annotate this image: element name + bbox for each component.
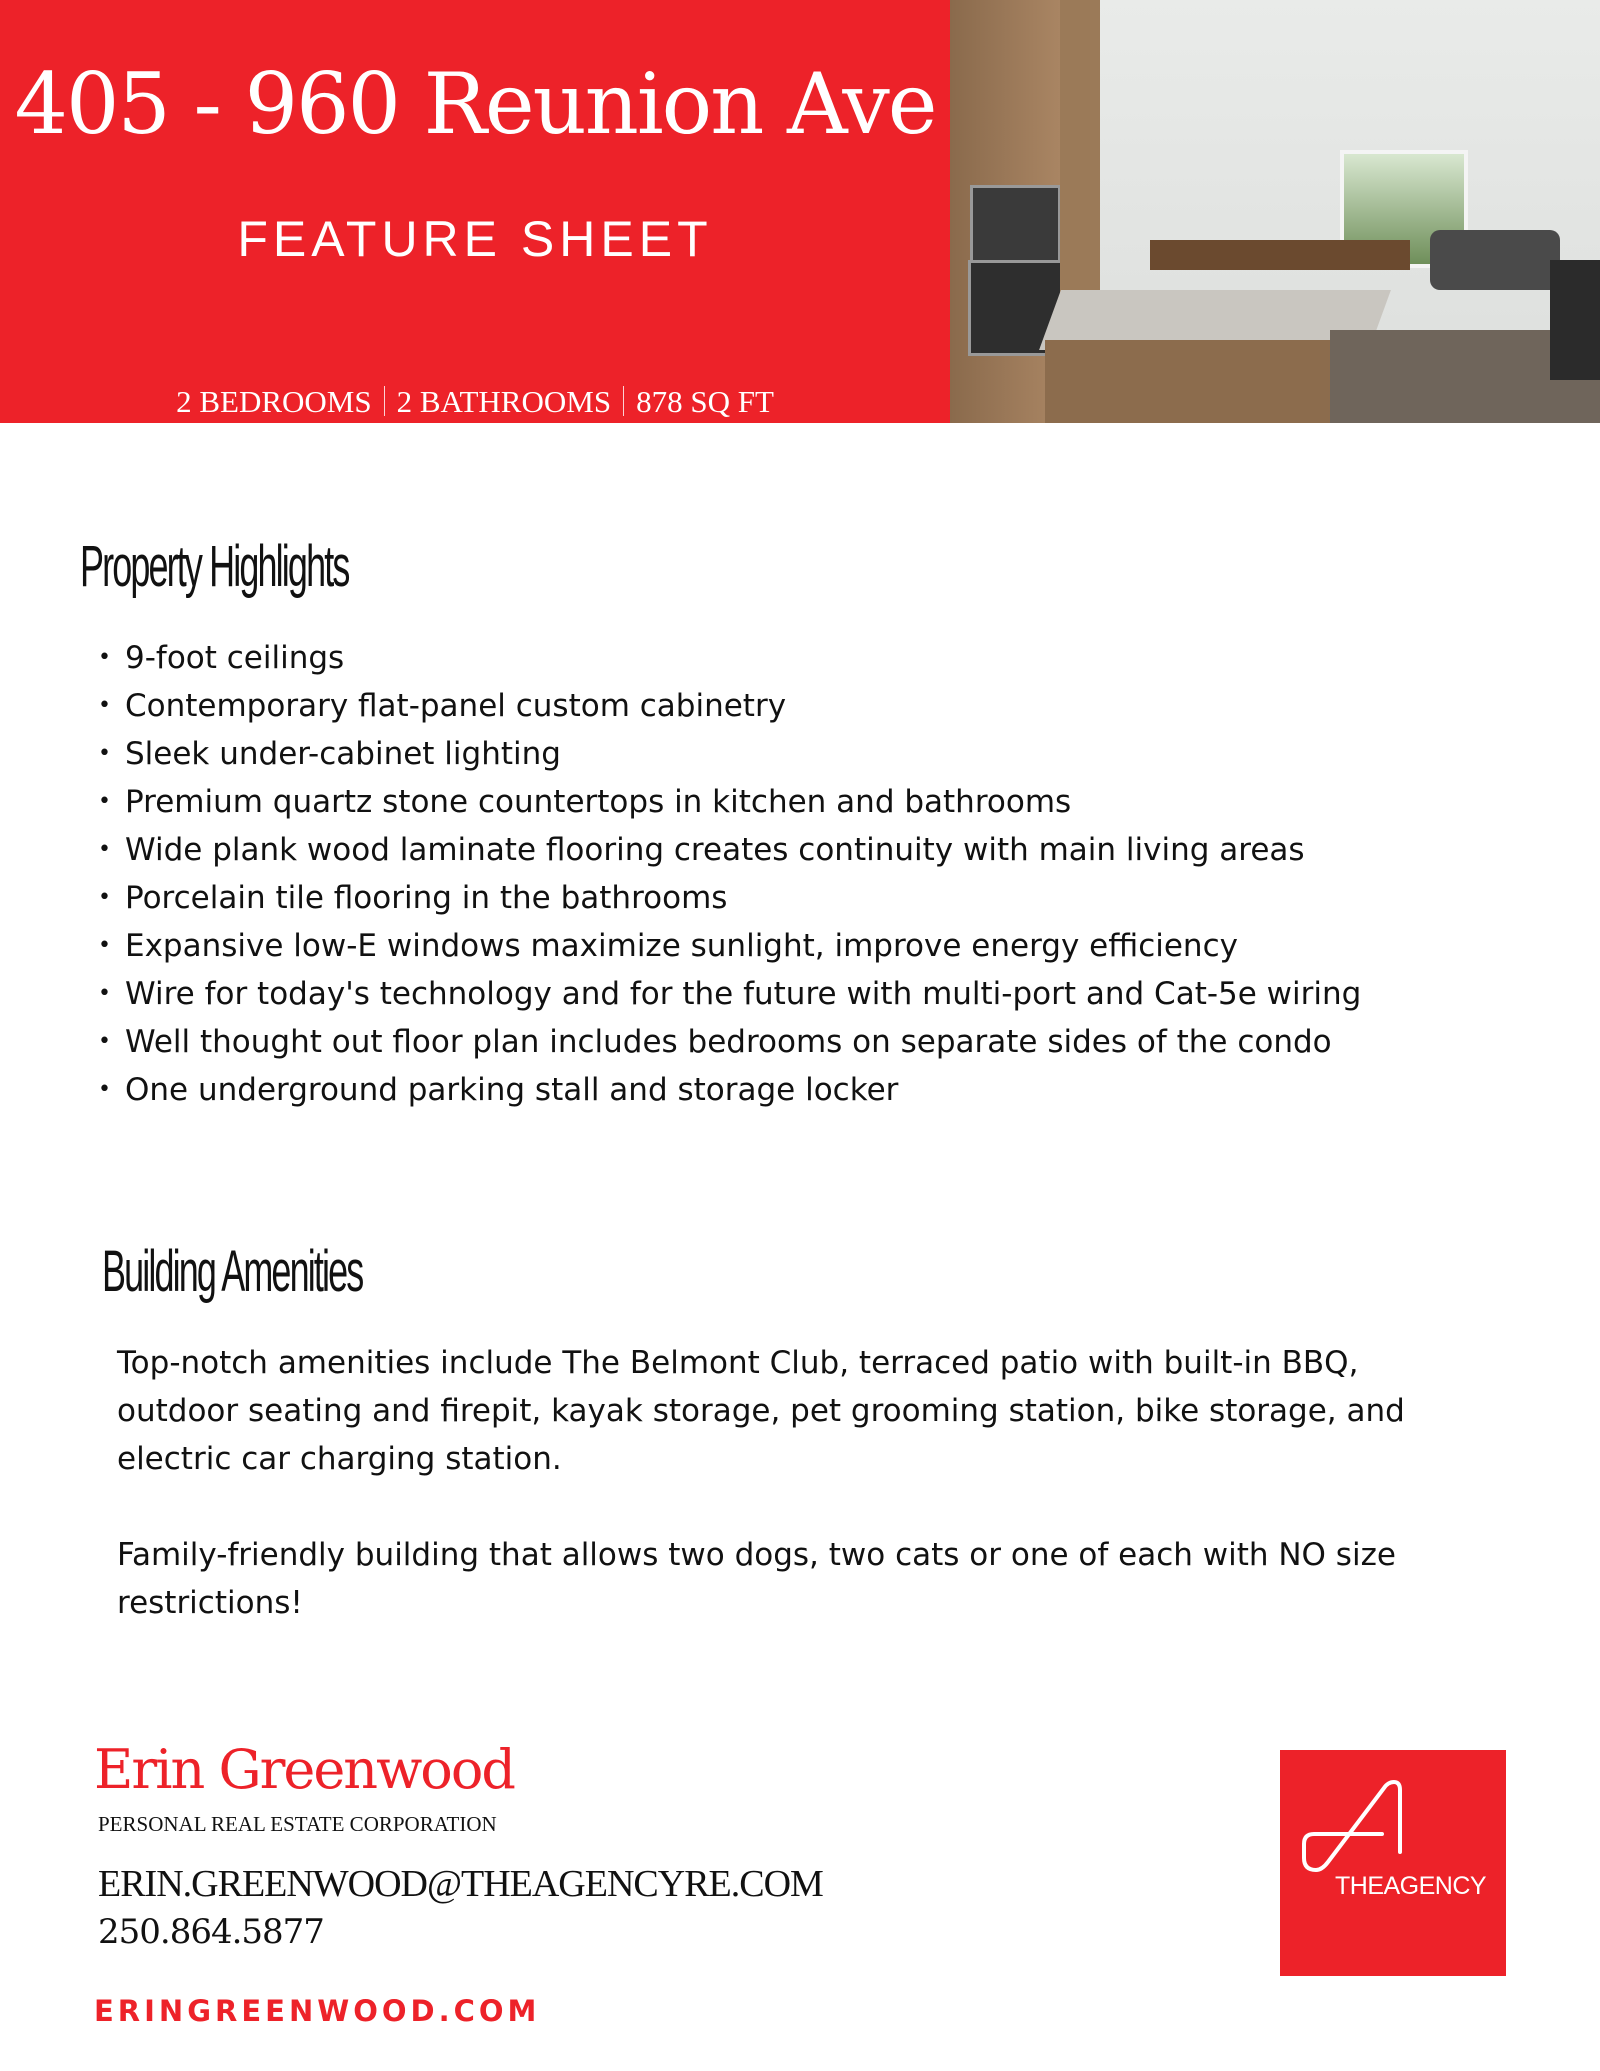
list-item: • 9-foot ceilings (98, 636, 1361, 684)
list-item: • Wide plank wood laminate flooring creates continuity with main living areas (98, 828, 1361, 876)
amenities-heading: Building Amenities (102, 1239, 363, 1304)
list-item: • Well thought out floor plan includes bedrooms on separate sides of the condo (98, 1020, 1361, 1068)
list-item: • Premium quartz stone countertops in kitchen and bathrooms (98, 780, 1361, 828)
agent-corporation: PERSONAL REAL ESTATE CORPORATION (98, 1812, 497, 1836)
highlights-list (98, 636, 1361, 1116)
square-feet: 878 SQ FT (636, 384, 774, 419)
agent-name: Erin Greenwood (94, 1738, 514, 1801)
bathrooms: 2 BATHROOMS (396, 384, 612, 419)
list-item: • Contemporary flat-panel custom cabinetry (98, 684, 1361, 732)
the-agency-logo (1280, 1750, 1506, 1976)
pet-policy-paragraph: Family-friendly building that allows two dogs, two cats or one of each with NO size restrictions! (117, 1537, 1396, 1621)
logo-text: THEAGENCY (1335, 1872, 1487, 1900)
agent-website[interactable]: ERINGREENWOOD.COM (94, 1994, 541, 2028)
list-item: • Expansive low-E windows maximize sunlight, improve energy efficiency (98, 924, 1361, 972)
agency-a-icon (1280, 1750, 1506, 1976)
list-item: • Sleek under-cabinet lighting (98, 732, 1361, 780)
agent-email[interactable]: ERIN.GREENWOOD@THEAGENCYRE.COM (98, 1863, 823, 1905)
property-stats (0, 384, 950, 420)
property-address: 405 - 960 Reunion Ave (14, 55, 936, 153)
list-item: • One underground parking stall and storage locker (98, 1068, 1361, 1116)
header-banner (0, 0, 950, 423)
feature-sheet-label: FEATURE SHEET (237, 211, 713, 267)
agent-phone[interactable]: 250.864.5877 (98, 1912, 324, 1952)
list-item: • Wire for today's technology and for the future with multi-port and Cat-5e wiring (98, 972, 1361, 1020)
bedrooms: 2 BEDROOMS (176, 384, 372, 419)
list-item: • Porcelain tile flooring in the bathrooms (98, 876, 1361, 924)
highlights-heading: Property Highlights (80, 534, 349, 599)
kitchen-photo (950, 0, 1600, 423)
amenities-paragraph: Top-notch amenities include The Belmont Club, terraced patio with built-in BBQ, outdoor seating and firepit, kayak storage, pet grooming station, bike storage, and electric car charging station. (117, 1345, 1405, 1477)
